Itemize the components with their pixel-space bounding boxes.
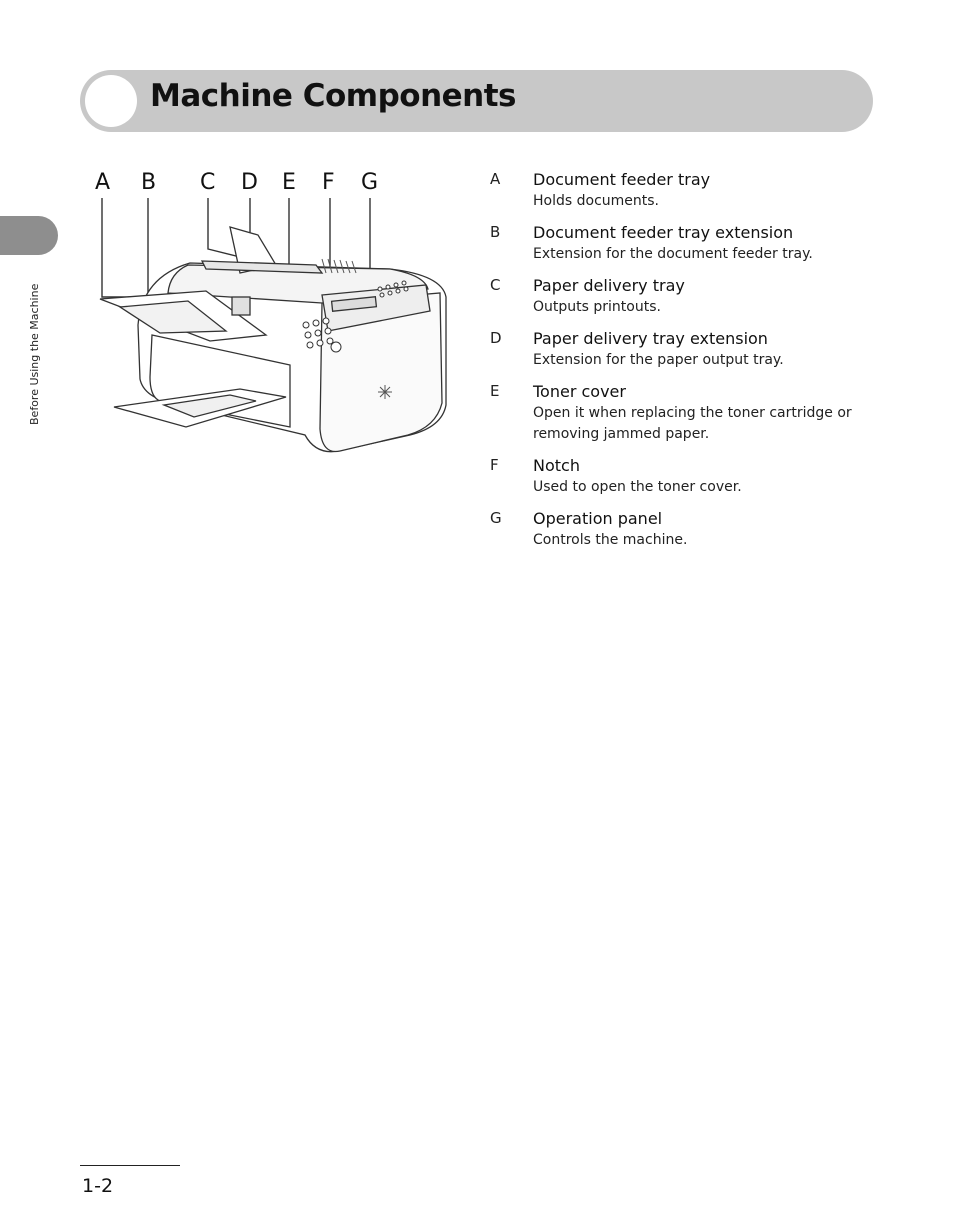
callout-e: E <box>282 170 296 195</box>
part-description: Used to open the toner cover. <box>533 479 742 495</box>
list-item <box>490 170 920 212</box>
part-letter: F <box>490 456 499 474</box>
callout-g: G <box>361 170 379 195</box>
callout-a: A <box>95 170 111 195</box>
machine-body <box>100 227 446 452</box>
part-name: Toner cover <box>533 382 626 401</box>
part-description: Controls the machine. <box>533 532 688 548</box>
parts-list <box>490 170 920 562</box>
list-item <box>490 456 920 498</box>
list-item <box>490 329 920 371</box>
part-letter: A <box>490 170 501 188</box>
part-description: Open it when replacing the toner cartridge or removing jammed paper. <box>533 405 852 442</box>
callout-b: B <box>141 170 157 195</box>
part-letter: C <box>490 276 501 294</box>
speaker-grille <box>378 385 392 399</box>
list-item <box>490 382 920 445</box>
page-title: Machine Components <box>150 78 516 114</box>
footer-rule <box>80 1165 180 1166</box>
part-description: Outputs printouts. <box>533 299 661 315</box>
page-number: 1-2 <box>82 1175 114 1197</box>
part-letter: B <box>490 223 501 241</box>
chapter-tab-label: Before Using the Machine <box>28 283 41 425</box>
part-name: Paper delivery tray extension <box>533 329 768 348</box>
part-name: Notch <box>533 456 580 475</box>
part-description: Extension for the paper output tray. <box>533 352 784 368</box>
part-name: Operation panel <box>533 509 663 528</box>
title-bullet <box>85 75 137 127</box>
part-description: Extension for the document feeder tray. <box>533 246 813 262</box>
part-description: Holds documents. <box>533 193 659 209</box>
callout-d: D <box>241 170 258 195</box>
callout-f: F <box>322 170 335 195</box>
fax-machine-illustration-icon <box>90 165 460 465</box>
part-name: Paper delivery tray <box>533 276 685 295</box>
list-item <box>490 509 920 551</box>
list-item <box>490 223 920 265</box>
part-name: Document feeder tray <box>533 170 711 189</box>
machine-figure <box>90 165 460 469</box>
part-name: Document feeder tray extension <box>533 223 794 242</box>
part-letter: G <box>490 509 502 527</box>
part-letter: D <box>490 329 502 347</box>
callout-c: C <box>200 170 216 195</box>
list-item <box>490 276 920 318</box>
chapter-tab <box>0 216 58 255</box>
part-letter: E <box>490 382 500 400</box>
